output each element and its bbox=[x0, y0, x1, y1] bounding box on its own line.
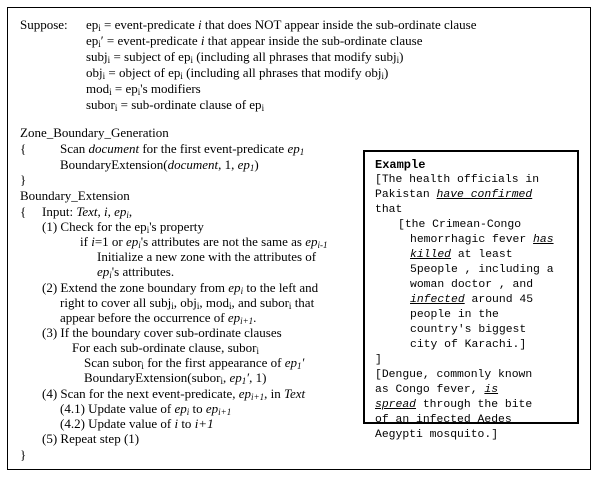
example-line: [the Crimean-Congo bbox=[398, 219, 522, 231]
example-line: infected around 45 bbox=[410, 294, 534, 306]
def-ep-prime: $ep_i'$ = event-predicate i that appear inside the sub-ordinate clause bbox=[86, 33, 423, 49]
step-4-2: (4.2) Update value of i to i+1 bbox=[60, 416, 214, 431]
example-line: 5people , including a bbox=[410, 264, 554, 276]
step-3-loop: For each sub-ordinate clause, subor$_i$ bbox=[72, 340, 259, 356]
step-5: (5) Repeat step (1) bbox=[42, 431, 140, 446]
step-1-action: Initialize a new zone with the attributes of bbox=[97, 249, 317, 264]
step-2-cont: right to cover all subj$_i$, obj$_i$, mod$_i$, and subor$_i$ that bbox=[60, 295, 315, 311]
example-line: spread through the bite bbox=[375, 399, 533, 411]
zone-title: Zone_Boundary_Generation bbox=[20, 125, 169, 140]
step-4: (4) Scan for the next event-predicate, $ep_{i+1}$, in Text bbox=[42, 386, 306, 402]
suppose-label: Suppose: bbox=[20, 17, 68, 32]
boundary-input: Input: Text, i, $ep_i$, bbox=[42, 204, 133, 220]
example-line: [The health officials in bbox=[375, 174, 540, 186]
zone-open-brace: { bbox=[20, 141, 27, 156]
example-line: country's biggest bbox=[410, 324, 527, 336]
example-line: Pakistan have confirmed bbox=[375, 189, 533, 201]
def-ep: $ep_i$ = event-predicate i that does NOT appear inside the sub-ordinate clause bbox=[86, 17, 477, 33]
example-line: that bbox=[375, 204, 403, 216]
example-line: people in the bbox=[410, 309, 499, 321]
example-line: [Dengue, commonly known bbox=[375, 369, 533, 381]
example-line: woman doctor , and bbox=[410, 279, 534, 291]
def-obj: obj$_i$ = object of $ep_i$ (including all phrases that modify obj$_i$) bbox=[86, 65, 389, 81]
boundary-close-brace: } bbox=[20, 447, 27, 462]
step-2-cont-2: appear before the occurrence of $ep_{i+1}$. bbox=[60, 310, 257, 326]
example-line: hemorrhagic fever has bbox=[410, 234, 554, 246]
zone-line-1: Scan document for the first event-predicate $ep_1$ bbox=[60, 141, 305, 157]
step-3-recurse: BoundaryExtension(subor$_i$, $ep_1'$, 1) bbox=[84, 370, 267, 386]
step-1-condition: if i=1 or $ep_i's$ attributes are not the same as $ep_{i-1}$ bbox=[80, 234, 328, 250]
step-3: (3) If the boundary cover sub-ordinate clauses bbox=[42, 325, 282, 340]
def-mod: $mod_i = ep_i's$ modifiers bbox=[86, 81, 201, 97]
example-line: city of Karachi.] bbox=[410, 339, 527, 351]
step-2: (2) Extend the zone boundary from $ep_i$ to the left and bbox=[42, 280, 319, 296]
step-1-action-cont: $ep_i's$ attributes. bbox=[97, 264, 175, 280]
boundary-open-brace: { bbox=[20, 204, 27, 219]
step-3-scan: Scan subor$_i$ for the first appearance of $ep_1'$ bbox=[84, 355, 305, 371]
def-subor: subor$_i$ = sub-ordinate clause of $ep_i$ bbox=[86, 97, 265, 113]
example-line: as Congo fever, is bbox=[375, 384, 499, 396]
zone-close-brace: } bbox=[20, 172, 27, 187]
def-subj: subj$_i$ = subject of $ep_i$ (including all phrases that modify subj$_i$) bbox=[86, 49, 404, 65]
example-line: of an infected Aedes bbox=[375, 414, 512, 426]
example-line: ] bbox=[375, 354, 382, 366]
step-4-1: (4.1) Update value of $ep_i$ to $ep_{i+1}$ bbox=[60, 401, 232, 417]
example-line: killed at least bbox=[410, 249, 513, 261]
example-line: Aegypti mosquito.] bbox=[375, 429, 499, 441]
example-title: Example bbox=[375, 158, 426, 172]
boundary-title: Boundary_Extension bbox=[20, 188, 130, 203]
step-1: (1) Check for the $ep_i's$ property bbox=[42, 219, 204, 235]
zone-line-2: BoundaryExtension(document, 1, $ep_1$) bbox=[60, 157, 259, 173]
